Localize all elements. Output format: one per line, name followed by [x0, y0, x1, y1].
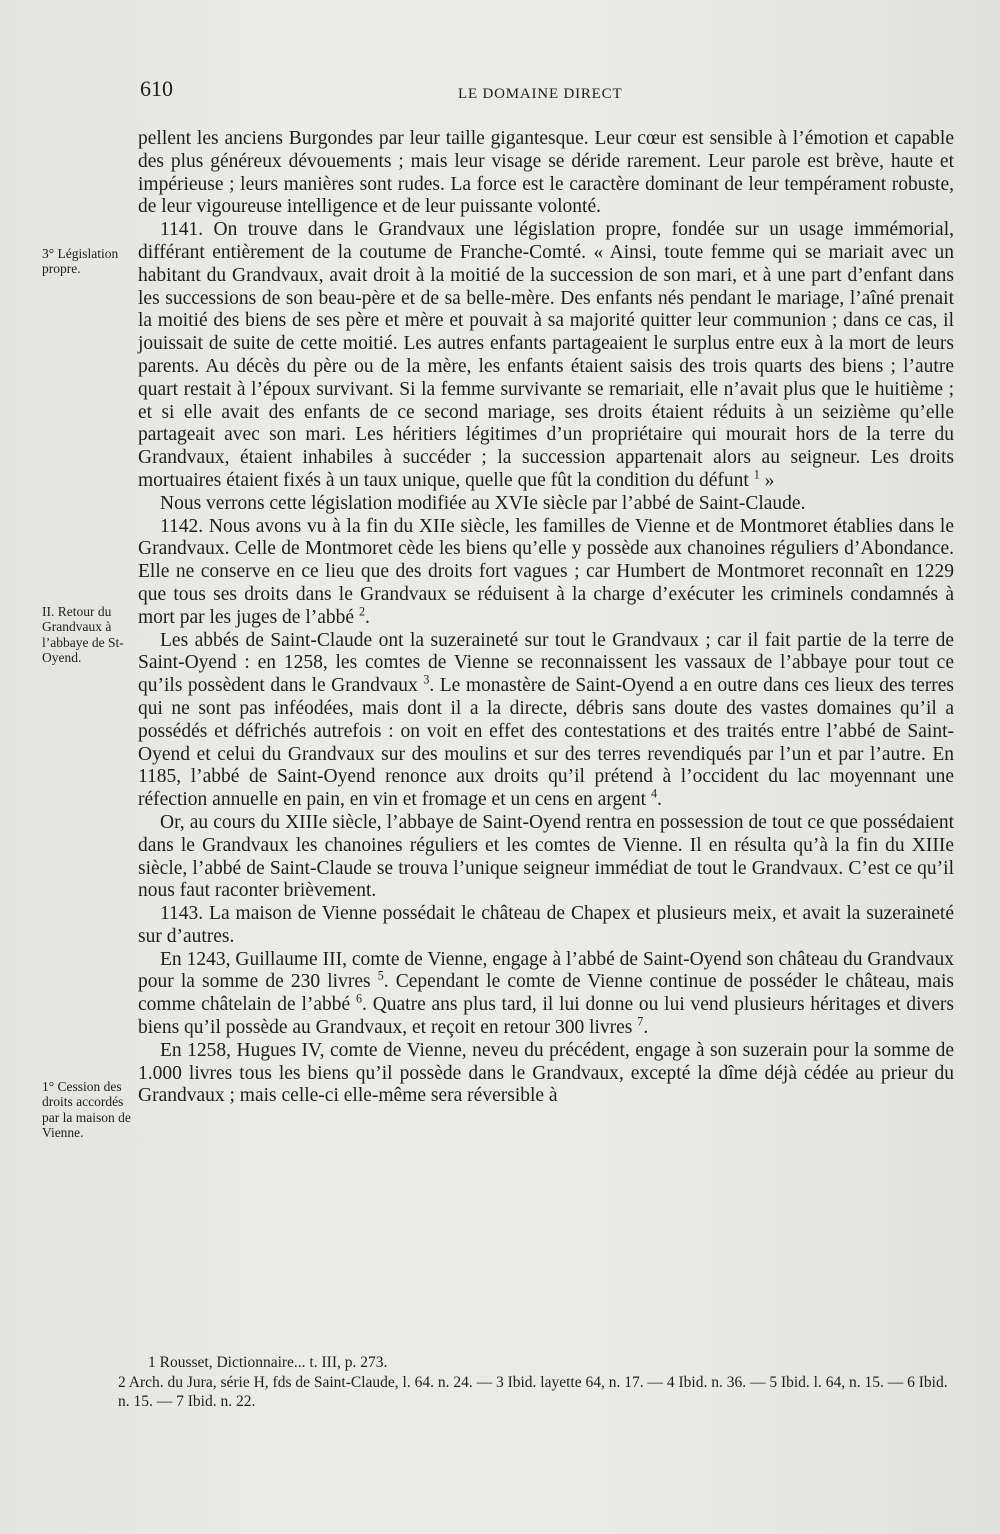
paragraph: En 1258, Hugues IV, comte de Vienne, neveu du précédent, engage à son suzerain pour la somme de 1.000 livres tous les biens qu’il possède dans le Grandvaux, excepté la dîme déjà cédée au prieur du Grandvaux ; mais celle-ci elle-même sera réversible à [138, 1039, 954, 1107]
paragraph: pellent les anciens Burgondes par leur taille gigantesque. Leur cœur est sensible à l’émotion et capable des plus généreux dévouements ; mais leur visage se déride rarement. Leur parole est brève, haute et impérieuse ; leurs manières sont rudes. La force est le caractère dominant de leur tempérament robuste, de leur vigoureuse intelligence et de leur puissante volonté. [138, 128, 954, 218]
note-mark: 6 [355, 991, 363, 1006]
page-number: 610 [140, 76, 173, 101]
paragraph: En 1243, Guillaume III, comte de Vienne, engage à l’abbé de Saint-Oyend son château du Grandvaux pour la somme de 230 livres $^5$. Cependant le comte de Vienne continue de posséder le château, mais comme châtelain de l’abbé $^6$. Quatre ans plus tard, il lui donne ou lui vend plusieurs héritages et divers biens qu’il possède au Grandvaux, et reçoit en retour 300 livres $^7$. [138, 948, 955, 1039]
paragraph: 1143. La maison de Vienne possédait le château de Chapex et plusieurs meix, et avait la suzeraineté sur d’autres. [138, 903, 954, 947]
note-mark: 4 [650, 786, 657, 801]
note-mark: 1 [753, 467, 760, 482]
footnote: 1 Rousset, Dictionnaire... t. III, p. 273. [148, 1354, 388, 1371]
margin-note-legislation: 3° Législation propre. [42, 246, 119, 277]
note-mark: 3 [423, 672, 430, 687]
note-mark: 2 [358, 604, 365, 619]
note-mark: 5 [377, 968, 384, 983]
paragraph: Les abbés de Saint-Claude ont la suzeraineté sur tout le Grandvaux ; car il fait partie de la terre de Saint-Oyend : en 1258, les comtes de Vienne se reconnaissent les vassaux de l’abbaye pour tout ce qu’ils possèdent dans le Grandvaux $^3$. Le monastère de Saint-Oyend a en outre dans ces lieux des terres qui ne sont pas inféodées, mais dont il a la directe, débris sans doute des vastes domaines qu’il a possédés et défrichés autrefois : on voit en effet des contestations et des traités entre l’abbé de Saint-Oyend et celui du Grandvaux sur des moulins et sur des terres revendiqués par l’un et par l’autre. En 1185, l’abbé de Saint-Oyend renonce aux droits qu’il prétend à l’occident du lac moyennant une réfection annuelle en pain, en vin et fromage et un cens en argent $^4$. [138, 629, 955, 811]
paragraph: 1141. On trouve dans le Grandvaux une législation propre, fondée sur un usage immémorial, différant entièrement de la coutume de Franche-Comté. « Ainsi, toute femme qui se mariait avec un habitant du Grandvaux, avait droit à la moitié de la succession de son mari, et à une part d’enfant dans les successions de son beau-père et de sa belle-mère. Des enfants nés pendant le mariage, l’aîné prenait la moitié des biens de ses père et mère et pouvait à sa majorité quitter leur communion ; dans ce cas, il jouissait de suite de cette moitié. Les autres enfants partageaient le surplus entre eux à la mort de leurs parents. Au décès du père ou de la mère, les enfants étaient saisis des trois quarts des biens ; l’autre quart restait à l’époux survivant. Si la femme survivante se remariait, elle n’avait plus que le huitième ; et si elle avait des enfants de ce second mariage, ses droits étaient réduits à un seizième qu’elle partageait avec son mari. Les héritiers légitimes d’un propriétaire qui mourait hors de la terre du Grandvaux, étaient inhabiles à succéder ; la succession appartenait alors au seigneur. Les droits mortuaires étaient fixés à un taux unique, quelle que fût la condition du défunt $^1$ » [138, 219, 954, 491]
footnote: 2 Arch. du Jura, série H, fds de Saint-Claude, l. 64. n. 24. — 3 Ibid. layette 64, n. 17. — 4 Ibid. n. 36. — 5 Ibid. l. 64, n. 15. — 6 Ibid. n. 15. — 7 Ibid. n. 22. [118, 1373, 948, 1411]
paragraph: Or, au cours du XIIIe siècle, l’abbaye de Saint-Oyend rentra en possession de tout ce que possédaient dans le Grandvaux les chanoines réguliers et les comtes de Vienne. Il en résulta qu’à la fin du XIIIe siècle, l’abbé de Saint-Claude se trouva l’unique seigneur immédiat de tout le Grandvaux. C’est ce qu’il nous faut raconter brièvement. [138, 811, 954, 902]
margin-note-cession: 1° Cession des droits accordés par la maison de Vienne. [42, 1079, 131, 1141]
note-mark: 7 [637, 1014, 644, 1029]
body-text [138, 128, 954, 1108]
paragraph: 1142. Nous avons vu à la fin du XIIe siècle, les familles de Vienne et de Montmoret établies dans le Grandvaux. Celle de Montmoret cède les biens qu’elle y possède aux chanoines réguliers d’Abondance. Elle ne conserve en ce lieu que des droits fort vagues ; car Humbert de Montmoret reconnaît en 1229 que tous ses droits dans le Grandvaux se réduisent à la charge d’exécuter les criminels condamnés à mort par les juges de l’abbé $^2$. [138, 515, 954, 628]
paragraph: Nous verrons cette législation modifiée au XVIe siècle par l’abbé de Saint-Claude. [160, 492, 806, 514]
running-title: LE DOMAINE DIRECT [458, 86, 623, 102]
margin-note-retour: II. Retour du Grandvaux à l’abbaye de St-Oyend. [42, 604, 124, 666]
footnotes [118, 1353, 954, 1412]
